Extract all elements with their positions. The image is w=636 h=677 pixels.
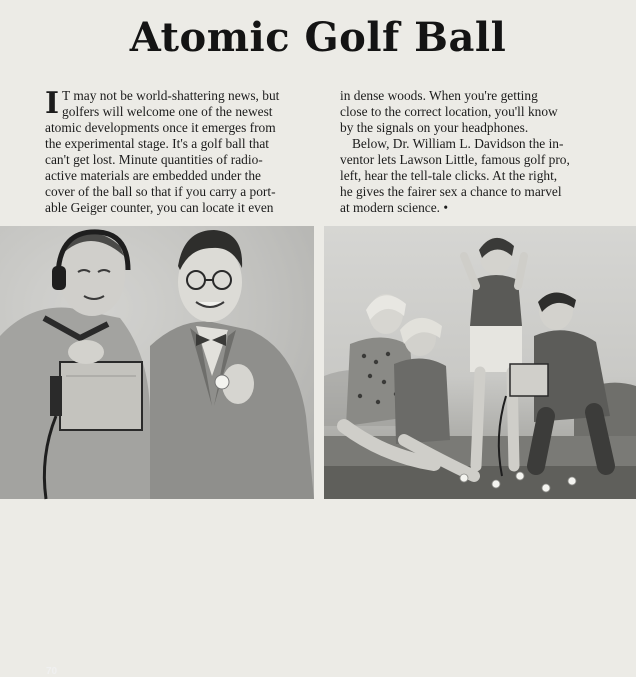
text-column-right bbox=[340, 88, 610, 216]
text-line: ventor lets Lawson Little, famous golf pro, bbox=[340, 152, 570, 167]
text-line: T may not be world-shattering news, but bbox=[62, 88, 280, 103]
text-line: in dense woods. When you're getting bbox=[340, 88, 538, 103]
text-line: able Geiger counter, you can locate it even bbox=[45, 200, 274, 215]
text-line: left, hear the tell-tale clicks. At the right, bbox=[340, 168, 558, 183]
page-number: 70 bbox=[46, 666, 58, 677]
photo-left-illustration bbox=[0, 226, 314, 499]
text-line: by the signals on your headphones. bbox=[340, 120, 529, 135]
photo-right-illustration bbox=[324, 226, 636, 499]
text-line: can't get lost. Minute quantities of radio- bbox=[45, 152, 263, 167]
article-title: Atomic Golf Ball bbox=[129, 14, 507, 61]
photo-gutter bbox=[314, 226, 324, 499]
photo-men-geiger-counter bbox=[0, 226, 314, 677]
text-line: close to the correct location, you'll know bbox=[340, 104, 558, 119]
text-line: he gives the fairer sex a chance to marvel bbox=[340, 184, 562, 199]
drop-cap: I bbox=[45, 86, 60, 121]
photo-women-golf-course bbox=[324, 226, 636, 499]
text-line: the experimental stage. It's a golf ball that bbox=[45, 136, 270, 151]
text-line: Below, Dr. William L. Davidson the in- bbox=[352, 136, 564, 151]
text-column-left bbox=[45, 88, 315, 216]
text-line: cover of the ball so that if you carry a port- bbox=[45, 184, 276, 199]
text-line: active materials are embedded under the bbox=[45, 168, 262, 183]
text-line: atomic developments once it emerges from bbox=[45, 120, 276, 135]
text-line: at modern science. • bbox=[340, 200, 449, 215]
text-line: golfers will welcome one of the newest bbox=[62, 104, 273, 119]
